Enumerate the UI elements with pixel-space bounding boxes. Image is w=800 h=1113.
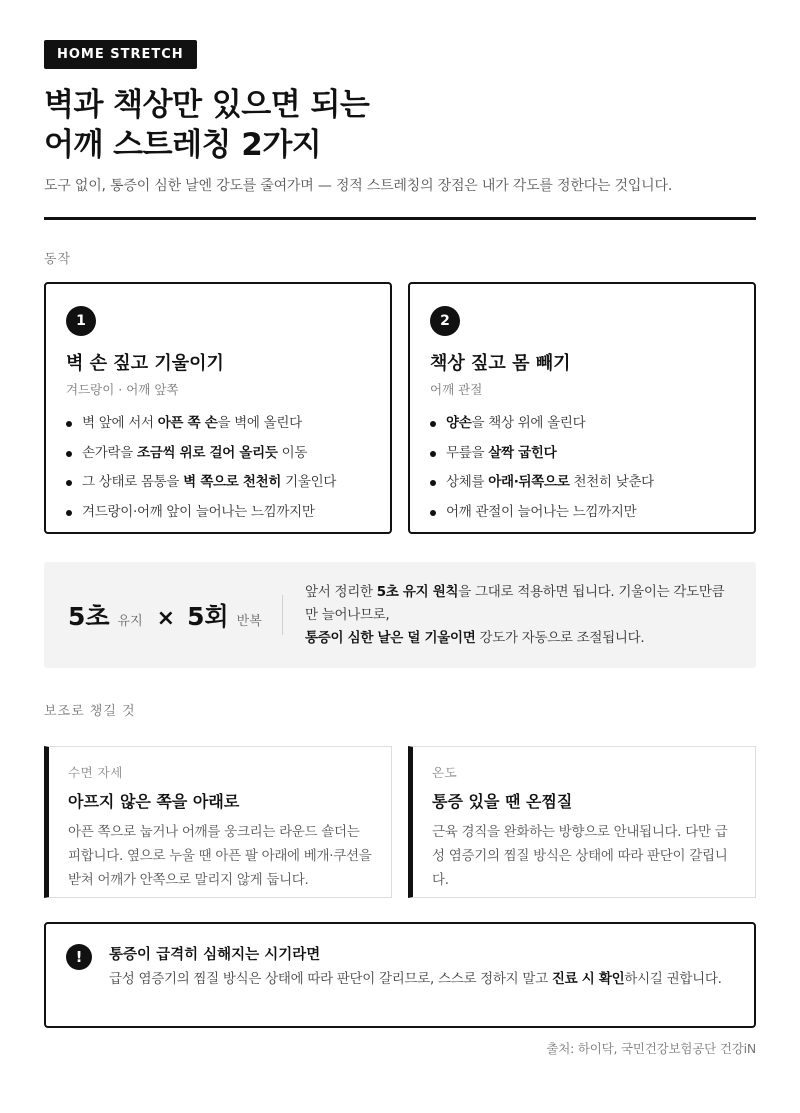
aux-text: 근육 경직을 완화하는 방향으로 안내됩니다. 다만 급성 염증기의 찜질 방식은 상태에 따라 판단이 갈립니다.: [432, 824, 728, 888]
step-item: 양손을 책상 위에 올린다: [430, 409, 734, 439]
hold-seconds: 5초: [68, 602, 110, 631]
step-target: 어깨 관절: [430, 382, 483, 397]
warning-text: 급성 염증기의 찜질 방식은 상태에 따라 판단이 갈리므로, 스스로 정하지 말고 진료 시 확인하시길 권합니다.: [109, 971, 722, 987]
step-card-1: [44, 282, 392, 534]
multiply-sign: ×: [156, 606, 176, 631]
aux-text: 아픈 쪽으로 눕거나 어깨를 웅크리는 라운드 숄더는 피합니다. 옆으로 누울 땐 아픈 팔 아래에 베개·쿠션을 받쳐 어깨가 안쪽으로 말리지 않게 둡니다.: [68, 824, 372, 888]
warning-title: 통증이 급격히 심해지는 시기라면: [109, 947, 321, 963]
hold-description: 앞서 정리한 5초 유지 원칙을 그대로 적용하면 됩니다. 기울이는 각도만큼만 늘어나므로, 통증이 심한 날은 덜 기울이면 강도가 자동으로 조절됩니다.: [305, 583, 725, 646]
hold-reps: 5회: [187, 602, 229, 631]
step-list: [66, 409, 370, 527]
step-item: 겨드랑이·어깨 앞이 늘어나는 느낌까지만: [66, 498, 370, 528]
source-credit: 출처: 하이닥, 국민건강보험공단 건강iN: [546, 1041, 756, 1056]
exclamation-icon: !: [66, 944, 92, 970]
section-label-aux: 보조로 챙길 것: [44, 704, 136, 719]
step-item: 상체를 아래·뒤쪽으로 천천히 낮춘다: [430, 468, 734, 498]
step-item: 그 상태로 몸통을 벽 쪽으로 천천히 기울인다: [66, 468, 370, 498]
step-target: 겨드랑이 · 어깨 앞쪽: [66, 382, 179, 397]
step-number-badge: 1: [66, 306, 96, 336]
section-label-motion: 동작: [44, 252, 72, 267]
category-badge: HOME STRETCH: [44, 40, 197, 69]
header-divider: [44, 217, 756, 220]
warning-box: [44, 922, 756, 1028]
aux-card-temperature: [408, 746, 756, 898]
step-item: 어깨 관절이 늘어나는 느낌까지만: [430, 498, 734, 528]
warning-body: [109, 942, 722, 1026]
title-line-1: 벽과 책상만 있으면 되는: [44, 87, 370, 123]
aux-kicker: 온도: [432, 765, 458, 780]
title-line-2: 어깨 스트레칭 2가지: [44, 127, 322, 163]
aux-cards: [44, 746, 756, 898]
vertical-divider: [282, 595, 283, 635]
aux-kicker: 수면 자세: [68, 765, 123, 780]
step-item: 손가락을 조금씩 위로 걸어 올리듯 이동: [66, 439, 370, 469]
step-cards: [44, 282, 756, 534]
page-title: [44, 85, 756, 165]
step-item: 무릎을 살짝 굽힌다: [430, 439, 734, 469]
aux-title: 통증 있을 땐 온찜질: [432, 792, 573, 811]
step-title: 책상 짚고 몸 빼기: [430, 353, 571, 374]
aux-title: 아프지 않은 쪽을 아래로: [68, 792, 240, 811]
hold-seconds-label: 유지: [117, 614, 143, 629]
hold-reps-label: 반복: [236, 614, 262, 629]
page-subtitle: 도구 없이, 통증이 심한 날엔 강도를 줄여가며 — 정적 스트레칭의 장점은 내가 각도를 정한다는 것입니다.: [44, 178, 673, 194]
hold-summary: [68, 597, 282, 633]
hold-rule-box: [44, 562, 756, 668]
page: [44, 40, 756, 1028]
step-list: [430, 409, 734, 527]
step-card-2: [408, 282, 756, 534]
aux-card-sleep: [44, 746, 392, 898]
step-item: 벽 앞에 서서 아픈 쪽 손을 벽에 올린다: [66, 409, 370, 439]
step-title: 벽 손 짚고 기울이기: [66, 353, 224, 374]
step-number-badge: 2: [430, 306, 460, 336]
